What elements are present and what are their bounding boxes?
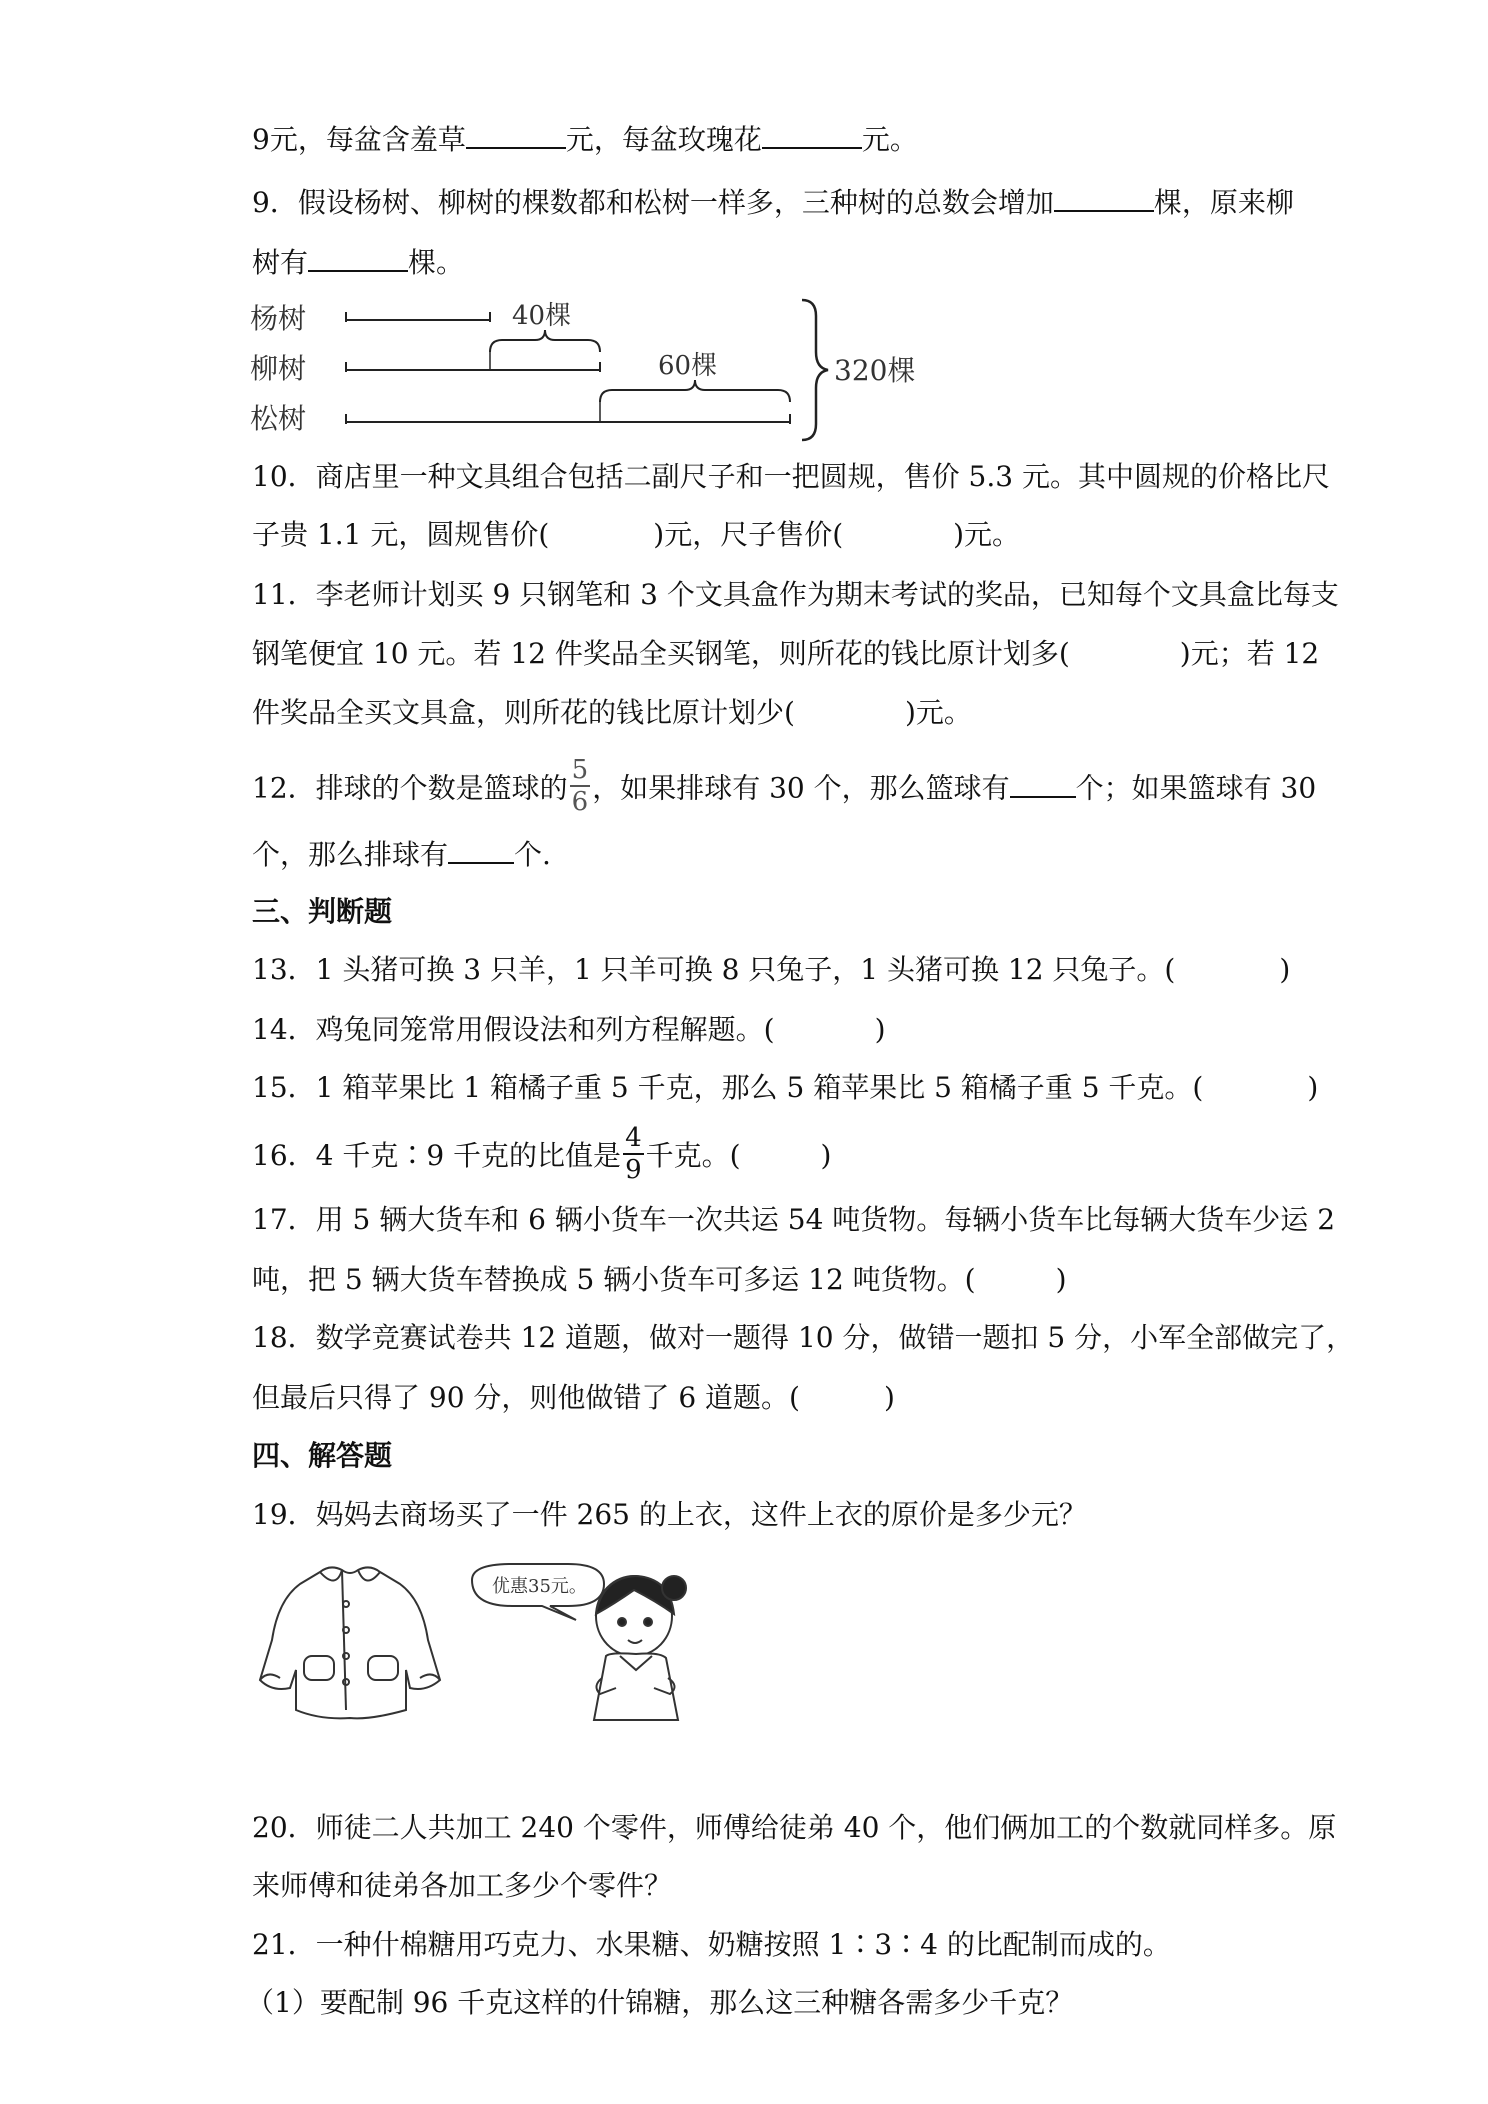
q16-text-a: 16．4 千克∶9 千克的比值是 xyxy=(252,1139,622,1172)
q16-close: ) xyxy=(820,1139,832,1172)
section-4-heading: 四、解答题 xyxy=(252,1439,393,1472)
q12-text-c: 个；如果篮球有 30 xyxy=(1075,771,1317,805)
q12-blank-1[interactable] xyxy=(1010,774,1076,798)
q9-line-1 xyxy=(252,183,1294,223)
q21-sub-1: （1）要配制 96 千克这样的什锦糖，那么这三种糖各需多少千克？ xyxy=(246,1986,1074,2019)
bar-pine xyxy=(346,400,790,424)
q12-text-e: 个. xyxy=(514,838,551,871)
q16-frac-num: 4 xyxy=(625,1122,642,1153)
label-pine: 松树 xyxy=(250,402,307,435)
q12-blank-2[interactable] xyxy=(448,840,514,864)
q14-close: ) xyxy=(874,1013,886,1046)
q8-tail-line xyxy=(252,120,918,160)
q19-illustration xyxy=(250,1560,690,1730)
q10-text-a: 子贵 1.1 元，圆规售价( xyxy=(252,518,550,551)
bar-poplar xyxy=(346,312,490,322)
brace-60-label: 60棵 xyxy=(658,351,718,381)
q11-text-c: 件奖品全买文具盒，则所花的钱比原计划少( xyxy=(252,696,795,729)
q12-text-b: ，如果排球有 30 个，那么篮球有 xyxy=(592,771,1010,805)
total-label: 320棵 xyxy=(834,354,916,387)
q17-line-2 xyxy=(252,1260,1067,1300)
q17-close: ) xyxy=(1055,1263,1067,1296)
q12-line-2 xyxy=(252,835,551,875)
q10-line-2 xyxy=(252,515,1020,555)
q8-text-b: 元，每盆玫瑰花 xyxy=(565,123,762,156)
q13-text: 13．1 头猪可换 3 只羊，1 只羊可换 8 只兔子，1 头猪可换 12 只兔子。( xyxy=(252,953,1176,986)
brace-40-label: 40棵 xyxy=(512,301,572,331)
q13-close: ) xyxy=(1279,953,1291,986)
q8-text-a: 9元，每盆含羞草 xyxy=(252,123,466,156)
total-brace xyxy=(802,300,828,440)
q9-text-a: 9．假设杨树、柳树的棵数都和松树一样多，三种树的总数会增加 xyxy=(252,186,1054,219)
q12-frac-den: 6 xyxy=(571,787,589,817)
q12-line-1 xyxy=(252,755,1317,817)
q11-text-a: 钢笔便宜 10 元。若 12 件奖品全买钢笔，则所花的钱比原计划多( xyxy=(252,637,1070,670)
q16-text-b: 千克。( xyxy=(645,1139,741,1172)
q9-tree-diagram xyxy=(250,290,930,450)
q20-line-1: 20．师徒二人共加工 240 个零件，师傅给徒弟 40 个，他们俩加工的个数就同样多。原 xyxy=(252,1811,1337,1844)
coat-icon xyxy=(260,1567,440,1718)
q20-line-2: 来师傅和徒弟各加工多少个零件？ xyxy=(252,1869,673,1902)
q11-line-3 xyxy=(252,693,972,733)
brace-60 xyxy=(600,380,790,402)
q15-text: 15．1 箱苹果比 1 箱橘子重 5 千克，那么 5 箱苹果比 5 箱橘子重 5 千克。( xyxy=(252,1071,1204,1104)
q11-text-b: )元；若 12 xyxy=(1179,637,1320,670)
label-poplar: 杨树 xyxy=(250,302,307,335)
q18-close: ) xyxy=(883,1381,895,1414)
q10-text-c: )元。 xyxy=(953,518,1021,551)
q18-line-1: 18．数学竞赛试卷共 12 道题，做对一题得 10 分，做错一题扣 5 分，小军全部做完了， xyxy=(252,1321,1355,1354)
q17-text: 吨，把 5 辆大货车替换成 5 辆小货车可多运 12 吨货物。( xyxy=(252,1263,976,1296)
q12-fraction xyxy=(570,757,591,815)
q9-text-c: 树有 xyxy=(252,246,309,279)
q12-text-d: 个，那么排球有 xyxy=(252,838,449,871)
q19-line: 19．妈妈去商场买了一件 265 的上衣，这件上衣的原价是多少元？ xyxy=(252,1498,1087,1531)
q9-text-b: 棵，原来柳 xyxy=(1153,186,1294,219)
bubble-text: 优惠35元。 xyxy=(492,1576,587,1597)
q9-blank-2[interactable] xyxy=(308,248,408,272)
q21-line-1: 21．一种什棉糖用巧克力、水果糖、奶糖按照 1∶3∶4 的比配制而成的。 xyxy=(252,1928,1171,1961)
girl-icon xyxy=(594,1576,686,1720)
q8-blank-2[interactable] xyxy=(762,125,862,149)
q15-line xyxy=(252,1068,1318,1108)
q8-text-c: 元。 xyxy=(861,123,918,156)
q13-line xyxy=(252,950,1290,990)
q12-text-a: 12．排球的个数是篮球的 xyxy=(252,771,568,805)
brace-40 xyxy=(490,330,600,352)
q8-blank-1[interactable] xyxy=(466,125,566,149)
q11-line-1: 11．李老师计划买 9 只钢笔和 3 个文具盒作为期末考试的奖品，已知每个文具盒比每支 xyxy=(252,578,1339,611)
label-willow: 柳树 xyxy=(250,352,307,385)
q14-line xyxy=(252,1010,886,1050)
q17-line-1: 17．用 5 辆大货车和 6 辆小货车一次共运 54 吨货物。每辆小货车比每辆大货车少运 2 xyxy=(252,1203,1336,1236)
bar-willow xyxy=(346,350,600,372)
q14-text: 14．鸡兔同笼常用假设法和列方程解题。( xyxy=(252,1013,775,1046)
q15-close: ) xyxy=(1307,1071,1319,1104)
q16-line xyxy=(252,1122,832,1185)
q9-line-2 xyxy=(252,243,464,283)
section-3-heading: 三、判断题 xyxy=(252,895,393,928)
q11-line-2 xyxy=(252,634,1319,674)
q16-fraction xyxy=(623,1122,644,1185)
q12-frac-num: 5 xyxy=(571,755,589,785)
q18-line-2 xyxy=(252,1378,895,1418)
q11-text-d: )元。 xyxy=(904,696,972,729)
q16-frac-den: 9 xyxy=(625,1154,642,1185)
q10-line-1: 10．商店里一种文具组合包括二副尺子和一把圆规，售价 5.3 元。其中圆规的价格比尺 xyxy=(252,460,1330,493)
speech-bubble xyxy=(472,1564,604,1620)
q18-text: 但最后只得了 90 分，则他做错了 6 道题。( xyxy=(252,1381,800,1414)
q9-blank-1[interactable] xyxy=(1054,188,1154,212)
q10-text-b: )元，尺子售价( xyxy=(653,518,844,551)
q9-text-d: 棵。 xyxy=(408,246,465,279)
